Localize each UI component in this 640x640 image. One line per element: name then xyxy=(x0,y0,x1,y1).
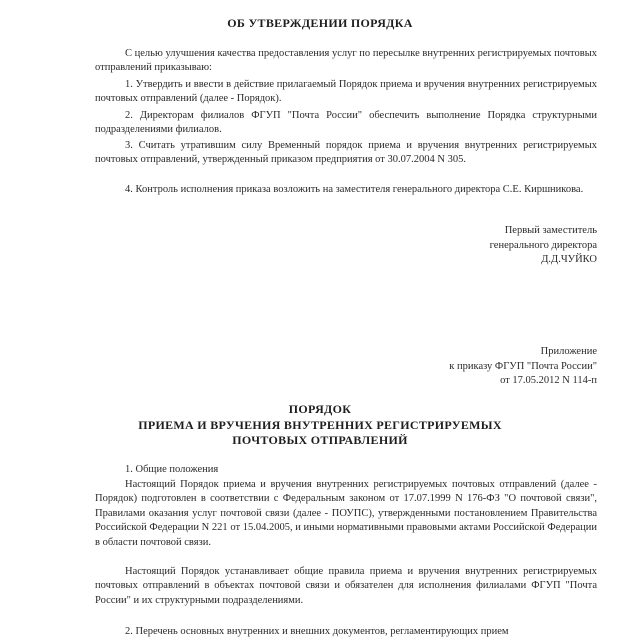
decree-title: ОБ УТВЕРЖДЕНИИ ПОРЯДКА xyxy=(227,16,413,30)
order-title-line2: ПРИЕМА И ВРУЧЕНИЯ ВНУТРЕННИХ РЕГИСТРИРУЕМЫХ xyxy=(138,418,502,432)
section1-heading: 1. Общие положения xyxy=(125,464,219,475)
decree-item-2: 2. Директорам филиалов ФГУП "Почта России" обеспечить выполнение Порядка структурными подразделениями филиалов. xyxy=(95,110,597,136)
appendix-line3: от 17.05.2012 N 114-п xyxy=(500,375,597,387)
section2-heading: 2. Перечень основных внутренних и внешних документов, регламентирующих прием xyxy=(125,626,509,637)
signature-block xyxy=(380,224,597,268)
signature-position-line1: Первый заместитель xyxy=(504,225,597,236)
order-title-line3: ПОЧТОВЫХ ОТПРАВЛЕНИЙ xyxy=(232,433,408,447)
signature-name: Д.Д.ЧУЙКО xyxy=(541,254,597,266)
section1-paragraph-2: Настоящий Порядок устанавливает общие правила приема и вручения внутренних регистрируемых почтовых отправлений в объектах почтовой связи и обязателен для исполнения филиалами ФГУП "Почта России" и их структурными подразделениями. xyxy=(95,566,597,606)
decree-item-4: 4. Контроль исполнения приказа возложить на заместителя генерального директора С.Е. Киршникова. xyxy=(125,184,584,195)
decree-preamble: С целью улучшения качества предоставления услуг по пересылке внутренних регистрируемых почтовых отправлений приказываю: xyxy=(95,48,597,74)
appendix-block xyxy=(380,345,597,389)
decree-item-3: 3. Считать утратившим силу Временный порядок приема и вручения внутренних регистрируемых почтовых отправлений, утвержденный приказом предприятия от 30.07.2004 N 305. xyxy=(95,140,597,166)
decree-item-1: 1. Утвердить и ввести в действие прилагаемый Порядок приема и вручения внутренних регистрируемых почтовых отправлений (далее - Порядок). xyxy=(95,79,597,105)
order-title-line1: ПОРЯДОК xyxy=(288,402,352,416)
section1-paragraph-1: Настоящий Порядок приема и вручения внутренних регистрируемых почтовых отправлений (далее - Порядок) подготовлен в соответствии с Федеральным законом от 17.07.1999 N 176-ФЗ "О почтовой связи", Правилами оказания услуг почтовой связи (далее - ПОУПС), утвержденными постановлением Правительства Российской Федерации N 221 от 15.04.2005, и иными нормативными правовыми актами Российской Федерации в области почтовой связи. xyxy=(95,479,597,548)
appendix-line2: к приказу ФГУП "Почта России" xyxy=(449,360,597,372)
appendix-line1: Приложение xyxy=(540,346,597,357)
signature-position-line2: генерального директора xyxy=(489,239,597,251)
